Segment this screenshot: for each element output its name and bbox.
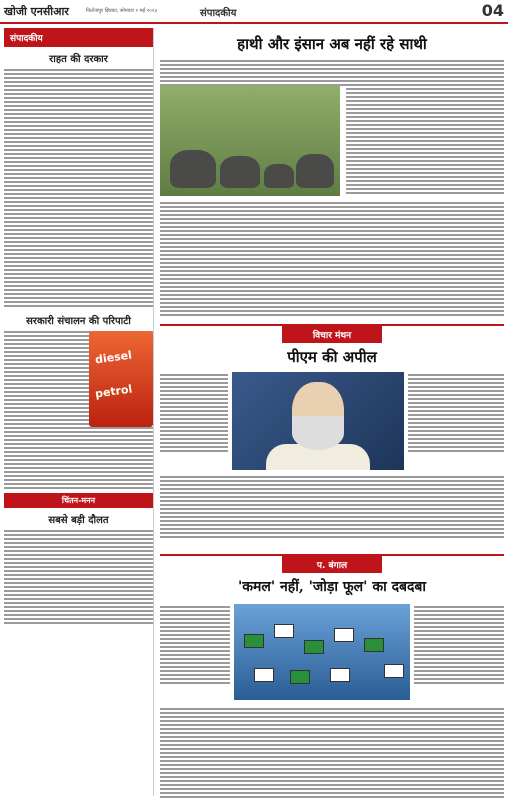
chintan-band: चिंतन-मनन bbox=[4, 493, 153, 508]
vichar-band: विचार मंथन bbox=[282, 326, 382, 343]
main-headline: हाथी और इंसान अब नहीं रहे साथी bbox=[237, 35, 427, 53]
elephant-shape bbox=[220, 156, 260, 188]
diesel-pump-image bbox=[89, 331, 153, 427]
pm-article-body bbox=[160, 474, 504, 541]
bengal-article-left bbox=[160, 604, 230, 687]
main-article-body bbox=[160, 200, 504, 319]
petrol-label: petrol bbox=[94, 382, 134, 401]
second-editorial-title: सरकारी संचालन की परिपाटी bbox=[26, 316, 131, 327]
elephant-shape bbox=[296, 154, 334, 188]
bengal-section bbox=[160, 554, 504, 600]
main-article-lead bbox=[160, 58, 504, 89]
main-article-side bbox=[346, 86, 504, 197]
vichar-section bbox=[160, 324, 504, 364]
pm-headline: पीएम की अपील bbox=[287, 348, 377, 366]
editorial-band: संपादकीय bbox=[4, 28, 153, 47]
newspaper-logo: खोजी एनसीआर bbox=[4, 4, 69, 18]
bengal-article-body bbox=[160, 706, 504, 800]
elephant-shape bbox=[170, 150, 216, 188]
editorial-title: राहत की दरकार bbox=[49, 54, 108, 65]
page-number: 04 bbox=[481, 1, 504, 20]
left-column bbox=[4, 28, 154, 796]
dateline: फिरोजपुर झिरका, सोमवार १ मई २०२३ bbox=[86, 7, 158, 14]
flags-photo bbox=[234, 604, 410, 700]
chintan-title: सबसे बड़ी दौलत bbox=[48, 515, 109, 526]
bengal-headline: 'कमल' नहीं, 'जोड़ा फूल' का दबदबा bbox=[237, 579, 427, 595]
pm-article-left bbox=[160, 372, 228, 455]
section-title: संपादकीय bbox=[200, 8, 237, 19]
editorial-body bbox=[4, 69, 153, 307]
chintan-body bbox=[4, 530, 153, 624]
bengal-band: प. बंगाल bbox=[282, 556, 382, 573]
pm-photo bbox=[232, 372, 404, 470]
elephant-shape bbox=[264, 164, 294, 188]
masthead bbox=[0, 0, 508, 24]
elephants-photo bbox=[160, 86, 340, 196]
bengal-article-right bbox=[414, 604, 504, 687]
pm-article-right bbox=[408, 372, 504, 455]
diesel-label: diesel bbox=[94, 348, 133, 367]
